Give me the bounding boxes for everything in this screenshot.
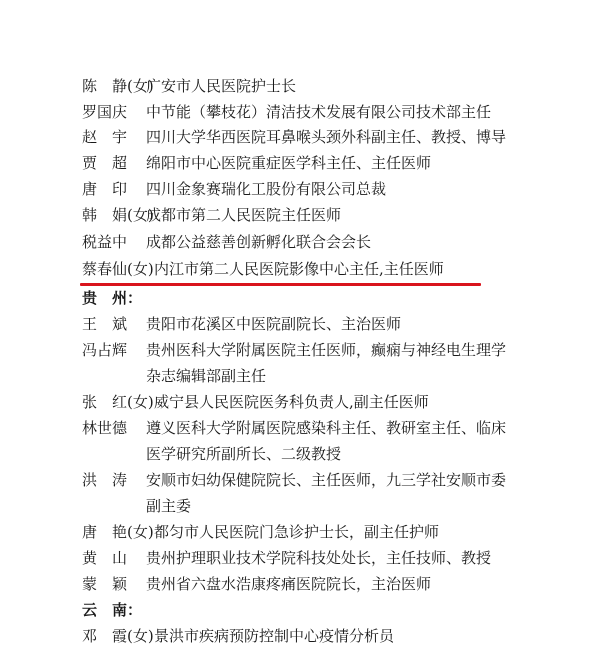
person-name: 罗国庆 <box>82 103 128 121</box>
person-name: 韩 娟(女) <box>82 206 154 224</box>
person-title: 贵阳市花溪区中医院副院长、主治医师 <box>146 315 402 333</box>
person-title: 四川金象赛瑞化工股份有限公司总裁 <box>146 180 387 198</box>
person-title: 四川大学华西医院耳鼻喉头颈外科副主任、教授、博导 <box>146 128 507 146</box>
person-title: 广安市人民医院护士长 <box>146 77 297 95</box>
person-name: 贾 超 <box>82 154 128 172</box>
person-title-continued: 医学研究所副所长、二级教授 <box>146 445 342 463</box>
person-name: 冯占辉 <box>82 341 128 359</box>
person-name: 陈 静(女) <box>82 77 154 95</box>
person-name: 邓 霞(女) <box>82 627 154 645</box>
person-title: 成都市第二人民医院主任医师 <box>146 206 342 224</box>
person-name: 王 斌 <box>82 315 128 333</box>
person-name: 黄 山 <box>82 549 128 567</box>
person-title-continued: 杂志编辑部副主任 <box>146 367 267 385</box>
person-title: 中节能（攀枝花）清洁技术发展有限公司技术部主任 <box>146 103 492 121</box>
person-title: 遵义医科大学附属医院感染科主任、教研室主任、临床 <box>146 419 507 437</box>
person-title: 成都公益慈善创新孵化联合会会长 <box>146 233 372 251</box>
person-title: 贵州省六盘水浩康疼痛医院院长，主治医师 <box>146 575 432 593</box>
person-name: 蒙 颖 <box>82 575 128 593</box>
person-title: 内江市第二人民医院影像中心主任,主任医师 <box>154 260 444 278</box>
person-title: 贵州护理职业技术学院科技处处长，主任技师、教授 <box>146 549 492 567</box>
person-name: 林世德 <box>82 419 128 437</box>
person-name: 税益中 <box>82 233 128 251</box>
red-underline-highlight <box>80 283 481 286</box>
person-title: 景洪市疾病预防控制中心疫情分析员 <box>154 627 395 645</box>
person-name: 张 红(女) <box>82 393 154 411</box>
person-name: 洪 涛 <box>82 471 128 489</box>
person-title: 都匀市人民医院门急诊护士长，副主任护师 <box>154 523 440 541</box>
section-heading-yunnan: 云 南： <box>82 601 143 619</box>
person-title: 贵州医科大学附属医院主任医师，癫痫与神经电生理学 <box>146 341 507 359</box>
person-name: 唐 艳(女) <box>82 523 154 541</box>
person-name: 蔡春仙(女) <box>82 260 154 278</box>
person-name: 唐 印 <box>82 180 128 198</box>
person-title: 威宁县人民医院医务科负责人,副主任医师 <box>154 393 429 411</box>
person-name: 赵 宇 <box>82 128 128 146</box>
person-title: 安顺市妇幼保健院院长、主任医师，九三学社安顺市委 <box>146 471 507 489</box>
section-heading-guizhou: 贵 州： <box>82 289 143 307</box>
person-title: 绵阳市中心医院重症医学科主任、主任医师 <box>146 154 432 172</box>
person-title-continued: 副主委 <box>146 497 192 515</box>
